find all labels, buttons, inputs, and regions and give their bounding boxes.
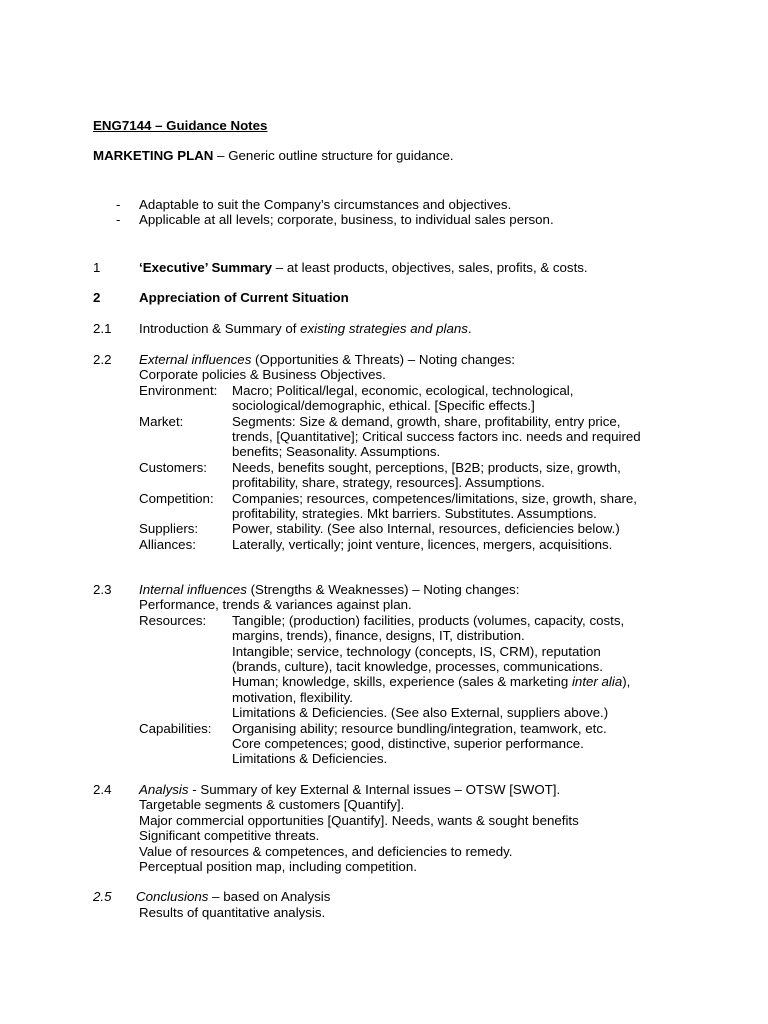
section-2: 2 Appreciation of Current Situation	[93, 290, 349, 305]
marketing-plan-heading: MARKETING PLAN – Generic outline structure for guidance.	[93, 148, 454, 163]
section-2-5-number: 2.5	[93, 889, 112, 904]
section-2-1: 2.1 Introduction & Summary of existing strategies and plans.	[93, 321, 472, 336]
document-title: ENG7144 – Guidance Notes	[93, 118, 268, 133]
section-2-4-body: Analysis - Summary of key External & Internal issues – OTSW [SWOT]. Targetable segments & customers [Quantify]. Major commercial opportunities [Quantify]. Needs, wants & sought benefits Significant competitive threats. Value of resources & competences, and deficiencies to remedy. Perceptual position map, including competition.	[139, 782, 579, 874]
section-2-5-heading: Conclusions – based on Analysis	[136, 889, 331, 904]
section-2-3-body: Internal influences (Strengths & Weaknesses) – Noting changes: Performance, trends & variances against plan. Resources: Tangible; (production) facilities, products (volumes, capacity, costs, margins, trends), finance, designs, IT, distribution. Intangible; service, technology (concepts, IS, CRM), reputation (brands, culture), tacit knowledge, processes, communications. Human; knowledge, skills, experience (sales & marketing inter alia), motivation, flexibility. Limitations & Deficiencies. (See also External, suppliers above.) Capabilities: Organising ability; resource bundling/integration, teamwork, etc. Core competences; good, distinctive, superior performance. Limitations & Deficiencies.	[139, 582, 631, 767]
section-2-4-number: 2.4	[93, 782, 112, 797]
section-2-5-body: Results of quantitative analysis.	[139, 905, 326, 920]
section-1: 1 ‘Executive’ Summary – at least products, objectives, sales, profits, & costs.	[93, 260, 588, 275]
bullet-list	[116, 197, 554, 228]
section-2-3-number: 2.3	[93, 582, 112, 597]
list-item: - Applicable at all levels; corporate, business, to individual sales person.	[116, 212, 554, 228]
list-item: - Adaptable to suit the Company’s circumstances and objectives.	[116, 197, 512, 212]
section-2-2-number: 2.2	[93, 352, 112, 367]
section-2-2-body: External influences (Opportunities & Threats) – Noting changes: Corporate policies & Business Objectives. Environment: Macro; Political/legal, economic, ecological, technological, sociological/demographic, ethical. [Specific effects.] Market: Segments: Size & demand, growth, share, profitability, entry price, trends, [Quantitative]; Critical success factors inc. needs and required benefits; Seasonality. Assumptions. Customers: Needs, benefits sought, perceptions, [B2B; products, size, growth, profitability, share, strategy, resources]. Assumptions. Competition: Companies; resources, competences/limitations, size, growth, share, profitability, strategies. Mkt barriers. Substitutes. Assumptions. Suppliers: Power, stability. (See also Internal, resources, deficiencies below.) Alliances: Laterally, vertically; joint venture, licences, mergers, acquisitions.	[139, 352, 641, 552]
